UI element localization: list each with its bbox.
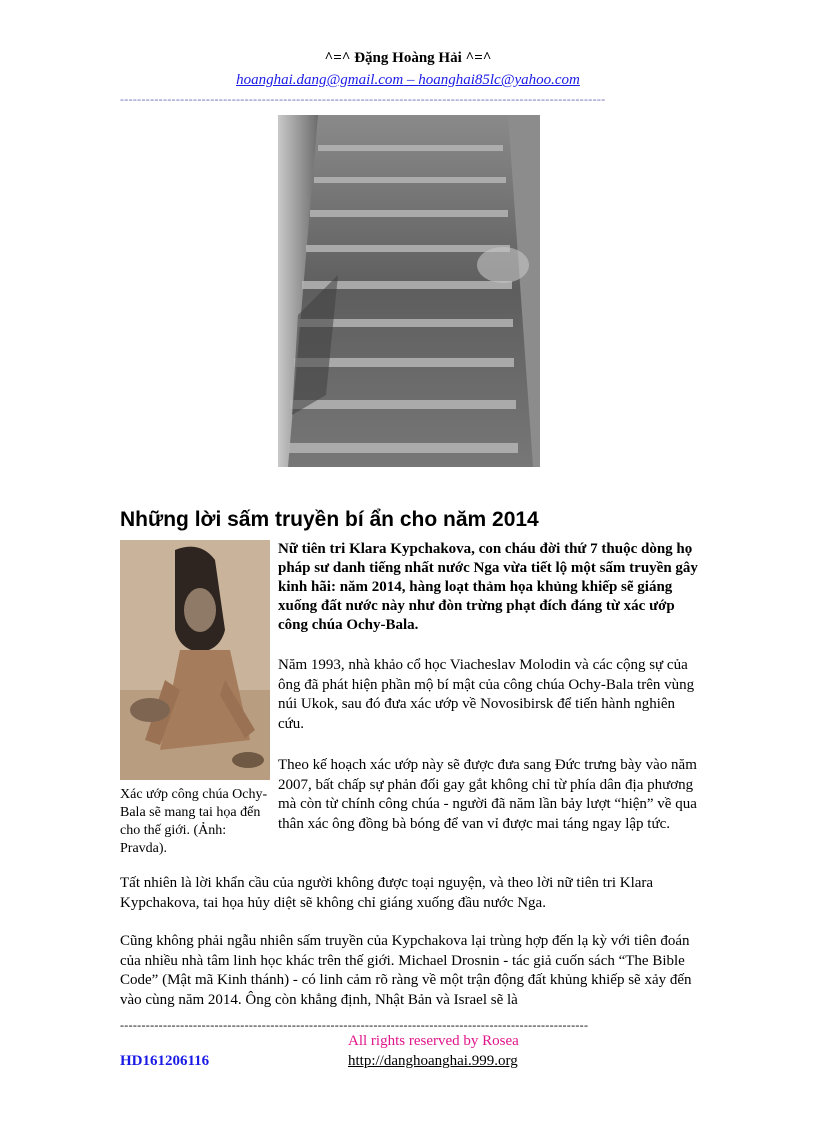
footer-divider: ------------------------------------------------------------------------------------------------------------- — [120, 1018, 589, 1032]
author-emails — [0, 72, 816, 89]
article-lead: Nữ tiên tri Klara Kypchakova, con cháu đời thứ 7 thuộc dòng họ pháp sư danh tiếng nhất nước Nga vừa tiết lộ một sấm truyền gây kinh hãi: năm 2014, hàng loạt thảm họa khủng khiếp sẽ giáng xuống đất nước này như đòn trừng phạt đích đáng từ xác ướp công chúa Ochy-Bala. — [278, 541, 698, 633]
footer-url-link[interactable]: http://danghoanghai.999.org — [348, 1053, 518, 1069]
header-divider: ----------------------------------------------------------------------------------------------------------------- — [120, 92, 606, 106]
email-link-yahoo[interactable]: hoanghai85lc@yahoo.com — [418, 72, 580, 88]
email-link-gmail[interactable]: hoanghai.dang@gmail.com — [236, 72, 404, 88]
paragraph-2: Theo kế hoạch xác ướp này sẽ được đưa sang Đức trưng bày vào năm 2007, bất chấp sự phản đối gay gắt không chỉ từ phía dân địa phương mà còn từ chính công chúa - người đã năm lần bảy lượt “hiện” về qua thân xác ông đồng bà bóng để van vỉ được mai táng ngay lập tức. — [278, 757, 697, 832]
author-name: ^=^ Đặng Hoàng Hải ^=^ — [324, 50, 492, 66]
paragraph-3: Tất nhiên là lời khẩn cầu của người không được toại nguyện, và theo lời nữ tiên tri Klara Kypchakova, tai họa hủy diệt sẽ không chỉ giáng xuống đầu nước Nga. — [120, 875, 654, 911]
staircase-photo — [278, 115, 540, 467]
paragraph-4: Cũng không phải ngẫu nhiên sấm truyền của Kypchakova lại trùng hợp đến lạ kỳ với tiên đoán của nhiều nhà tâm linh học khác trên thế giới. Michael Drosnin - tác giả cuốn sách “The Bible Code” (Mật mã Kinh thánh) - có linh cảm rõ ràng về một trận động đất khủng khiếp sẽ xảy đến vào cùng năm 2014. Ông còn khẳng định, Nhật Bản và Israel sẽ là — [120, 933, 692, 1008]
article-title: Những lời sấm truyền bí ẩn cho năm 2014 — [120, 508, 539, 531]
email-separator[interactable]: – — [403, 72, 419, 88]
copyright-notice: All rights reserved by Rosea — [348, 1033, 519, 1049]
photo-caption: Xác ướp công chúa Ochy-Bala sẽ mang tai họa đến cho thế giới. (Ảnh: Pravda). — [120, 787, 268, 856]
document-id: HD161206116 — [120, 1053, 210, 1069]
paragraph-1: Năm 1993, nhà khảo cổ học Viacheslav Molodin và các cộng sự của ông đã phát hiện phần mộ bí mật của công chúa Ochy-Bala trên vùng núi Ukok, sau đó đưa xác ướp về Novosibirsk để tiến hành nghiên cứu. — [278, 657, 695, 732]
mummy-photo — [120, 540, 270, 780]
